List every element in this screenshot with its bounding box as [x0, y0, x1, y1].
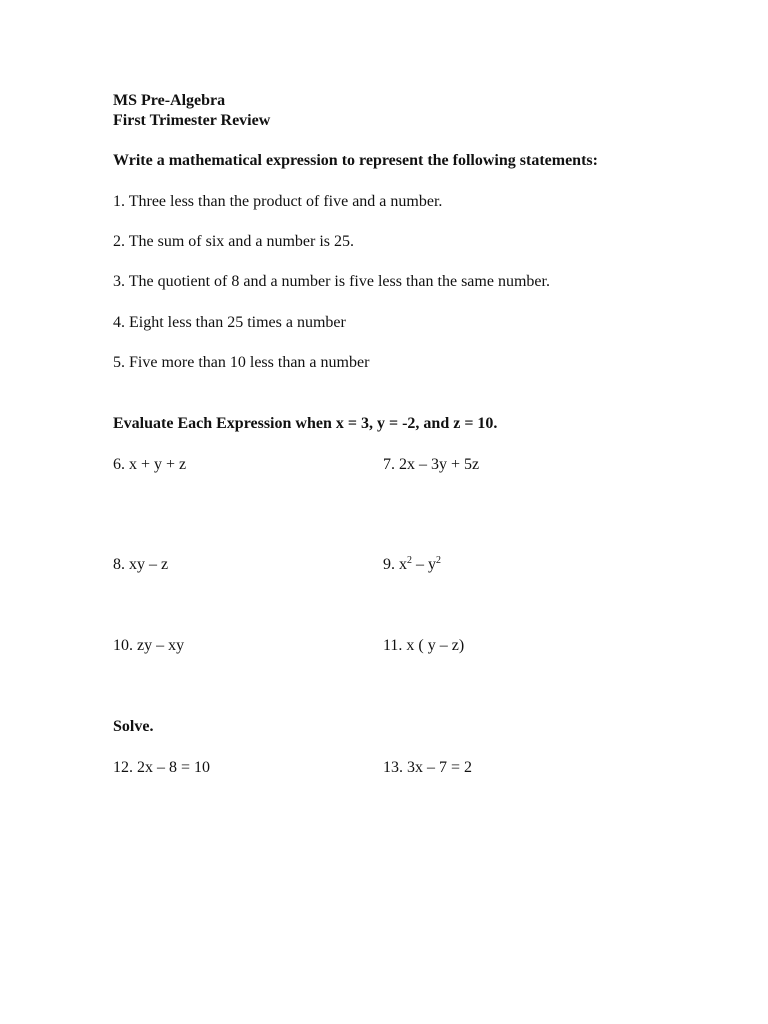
problem-4: 4. Eight less than 25 times a number	[113, 314, 346, 331]
problem-8: 8. xy – z	[113, 556, 169, 573]
problem-10: 10. zy – xy	[113, 637, 185, 654]
problem-1: 1. Three less than the product of five and a number.	[113, 193, 443, 210]
course-title: MS Pre-Algebra	[113, 92, 226, 109]
problem-12: 12. 2x – 8 = 10	[113, 759, 211, 776]
problem-9-base-x: 9. x	[383, 556, 407, 573]
problem-13: 13. 3x – 7 = 2	[383, 759, 473, 776]
problem-11: 11. x ( y – z)	[383, 637, 465, 654]
review-title: First Trimester Review	[113, 112, 271, 129]
section2-instruction: Evaluate Each Expression when x = 3, y = -2, and z = 10.	[113, 415, 498, 432]
problem-9-exponent-y: 2	[436, 555, 441, 566]
problem-2: 2. The sum of six and a number is 25.	[113, 233, 355, 250]
problem-7: 7. 2x – 3y + 5z	[383, 456, 480, 473]
problem-5: 5. Five more than 10 less than a number	[113, 354, 370, 371]
problem-6: 6. x + y + z	[113, 456, 187, 473]
problem-9-base-y: – y	[412, 556, 436, 573]
section1-instruction: Write a mathematical expression to represent the following statements:	[113, 152, 598, 169]
section3-instruction: Solve.	[113, 718, 154, 735]
problem-9	[383, 555, 441, 575]
problem-3: 3. The quotient of 8 and a number is five less than the same number.	[113, 273, 550, 290]
problem-9-exponent-x: 2	[407, 555, 412, 566]
